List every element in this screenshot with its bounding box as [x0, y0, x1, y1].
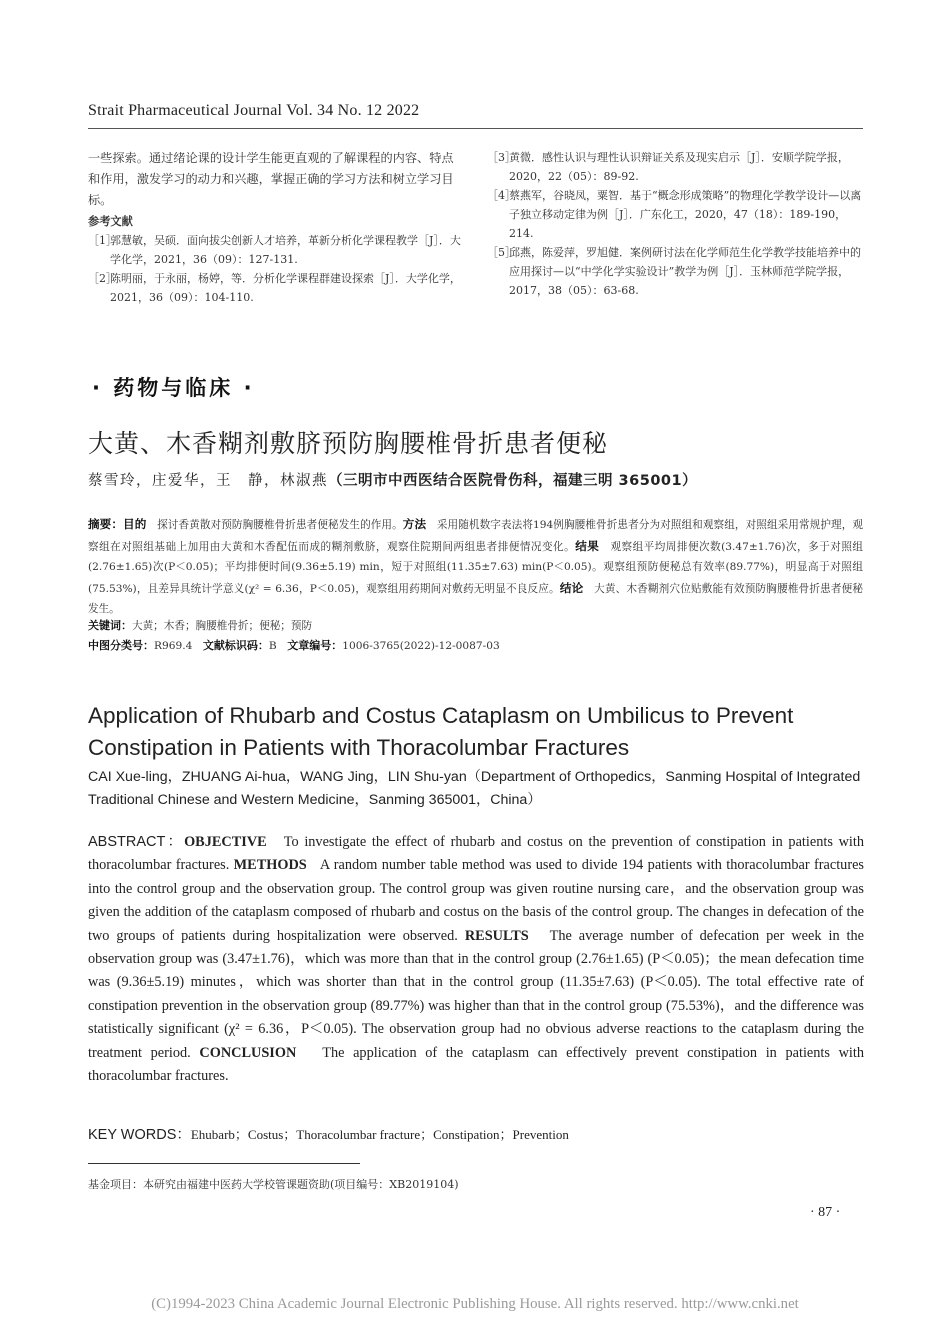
keywords-label-cn: 关键词： — [88, 619, 132, 632]
keywords-text-cn: 大黄；木香；胸腰椎骨折；便秘；预防 — [132, 620, 313, 632]
objective-label-cn: 目的 — [123, 517, 147, 531]
results-text-en: The average number of defecation per week in the observation group was (3.47±1.76)，which was more than that in the control group (2.76±1.65) (P＜0.05)；the mean defecation time was (9.36±5.19) minutes，which was shorter than that in the control group (11.35±7.63) (P＜0.05). The total effective rate of constipation prevention in the observation group (89.77%) was higher than that in the control group (75.53%)，and the difference was statistically significant (χ² = 6.36，P＜0.05). The observation group had no obvious adverse reactions to the cataplasm during the treatment period. — [88, 927, 865, 1061]
results-label-en: RESULTS — [464, 927, 529, 944]
reference-text: 邱燕，陈爱萍，罗旭健．案例研讨法在化学师范生化学教学技能培养中的应用探讨—以“中学化学实验设计”教学为例［J］．玉林师范学院学报，2017，38（05）：63-68. — [509, 246, 861, 297]
results-label-cn: 结果 — [575, 538, 600, 553]
methods-text-en: A random number table method was used to divide 194 patients with thoracolumbar fractures into the control group and the observation group. The control group was given routine nursing care，and the observation group was given the addition of the cataplasm composed of rhubarb and costus on the basis of the control group. The changes in defecation of the two groups of patients during hospitalization were observed. — [88, 857, 864, 944]
objective-label-en: OBJECTIVE — [184, 834, 267, 850]
class-value: R969.4 — [154, 640, 193, 652]
keywords-text-en: Ehubarb；Costus；Thoracolumbar fracture；Constipation；Prevention — [190, 1127, 569, 1142]
footnote-divider — [88, 1163, 360, 1164]
reference-item — [487, 186, 863, 243]
copyright-watermark: (C)1994-2023 China Academic Journal Electronic Publishing House. All rights reserved. http://www.cnki.net — [151, 1296, 799, 1312]
abstract-cn — [88, 514, 863, 620]
reference-number: ［3］ — [487, 151, 516, 164]
reference-item — [487, 148, 863, 186]
methods-label-en: METHODS — [233, 857, 307, 874]
reference-item — [88, 269, 464, 307]
class-label: 中图分类号： — [88, 639, 154, 652]
reference-number: ［2］ — [88, 272, 117, 285]
section-title: · 药物与临床 · — [92, 376, 255, 400]
conclusion-text-cn: 大黄、木香糊剂穴位贴敷能有效预防胸腰椎骨折患者便秘发生。 — [88, 582, 863, 615]
header-divider — [88, 128, 863, 129]
reference-number: ［1］ — [88, 234, 117, 247]
reference-number: ［5］ — [487, 246, 516, 259]
reference-text: 蔡燕军，谷晓凤，粟智．基于“概念形成策略”的物理化学教学设计—以离子独立移动定律为例［J］．广东化工，2020，47（18）：189-190，214. — [509, 189, 862, 240]
reference-item — [88, 231, 464, 269]
references-title: 参考文献 — [88, 214, 133, 228]
reference-text: 陈明丽，于永丽，杨婷，等．分析化学课程群建设探索［J］．大学化学，2021，36（09）：104-110. — [110, 272, 461, 304]
abstract-label-cn: 摘要： — [88, 517, 124, 531]
keywords-cn — [88, 616, 863, 636]
reference-text: 黄微．感性认识与理性认识辩证关系及现实启示［J］．安顺学院学报，2020，22（05）：89-92. — [509, 151, 849, 183]
keywords-label-en: KEY WORDS： — [88, 1127, 191, 1143]
methods-label-cn: 方法 — [402, 517, 427, 531]
page-number: · 87 · — [810, 1205, 841, 1220]
abstract-label-en: ABSTRACT： — [88, 834, 185, 850]
doc-code-label: 文献标识码： — [202, 639, 269, 652]
conclusion-text-en: The application of the cataplasm can effectively prevent constipation in patients with thoracolumbar fractures. — [88, 1044, 864, 1085]
classification-line — [88, 636, 863, 656]
reference-text: 郭慧敏，吴硕．面向拔尖创新人才培养，革新分析化学课程教学［J］．大学化学，2021，36（09）：127-131. — [110, 234, 461, 266]
left-column — [88, 148, 464, 307]
affiliation-cn: （三明市中西医结合医院骨伤科，福建三明 365001） — [328, 473, 698, 489]
author-names-cn: 蔡雪玲，庄爱华，王 静，林淑燕 — [88, 473, 328, 489]
article-number-label: 文章编号： — [287, 639, 343, 652]
authors-cn — [88, 469, 697, 490]
authors-en: CAI Xue-ling，ZHUANG Ai-hua，WANG Jing，LIN Shu-yan（Department of Orthopedics，Sanming Hospital of Integrated Traditional Chinese and Western Medicine，Sanming 365001，China） — [88, 769, 861, 808]
article-number-value: 1006-3765(2022)-12-0087-03 — [342, 640, 500, 652]
right-column — [487, 148, 863, 300]
objective-text-en: To investigate the effect of rhubarb and costus on the prevention of constipation in patients with thoracolumbar fractures. — [88, 834, 864, 874]
journal-header: Strait Pharmaceutical Journal Vol. 34 No. 12 2022 — [88, 102, 420, 119]
article-title-en: Application of Rhubarb and Costus Cataplasm on Umbilicus to Prevent Constipation in Patients with Thoracolumbar Fractures — [88, 703, 794, 760]
conclusion-label-en: CONCLUSION — [199, 1044, 297, 1061]
objective-text-cn: 探讨香黄散对预防胸腰椎骨折患者便秘发生的作用。 — [157, 519, 403, 531]
doc-code-value: B — [268, 640, 277, 652]
conclusion-label-cn: 结论 — [559, 580, 584, 595]
reference-number: ［4］ — [487, 189, 516, 202]
funding-footnote: 基金项目：本研究由福建中医药大学校管课题资助(项目编号：XB2019104) — [88, 1178, 459, 1191]
reference-item — [487, 243, 863, 300]
intro-paragraph: 一些探索。通过绪论课的设计学生能更直观的了解课程的内容、特点和作用，激发学习的动力和兴趣，掌握正确的学习方法和树立学习目标。 — [88, 151, 454, 207]
abstract-en — [88, 831, 864, 1088]
keywords-en — [88, 1123, 569, 1144]
results-text-cn: 观察组平均周排便次数(3.47±1.76)次，多于对照组(2.76±1.65)次(P＜0.05)；平均排便时间(9.36±5.19) min，短于对照组(11.35±7.63) min(P＜0.05)。观察组预防便秘总有效率(89.77%)，明显高于对照组(75.53%)，且差异具统计学意义(χ² = 6.36，P＜0.05)，观察组用药期间对敷药无明显不良反应。 — [88, 540, 863, 595]
methods-text-cn: 采用随机数字表法将194例胸腰椎骨折患者分为对照组和观察组，对照组采用常规护理，观察组在对照组基础上加用由大黄和木香配伍而成的糊剂敷脐，观察住院期间两组患者排便情况变化。 — [88, 519, 863, 553]
article-title-cn: 大黄、木香糊剂敷脐预防胸腰椎骨折患者便秘 — [88, 429, 609, 458]
